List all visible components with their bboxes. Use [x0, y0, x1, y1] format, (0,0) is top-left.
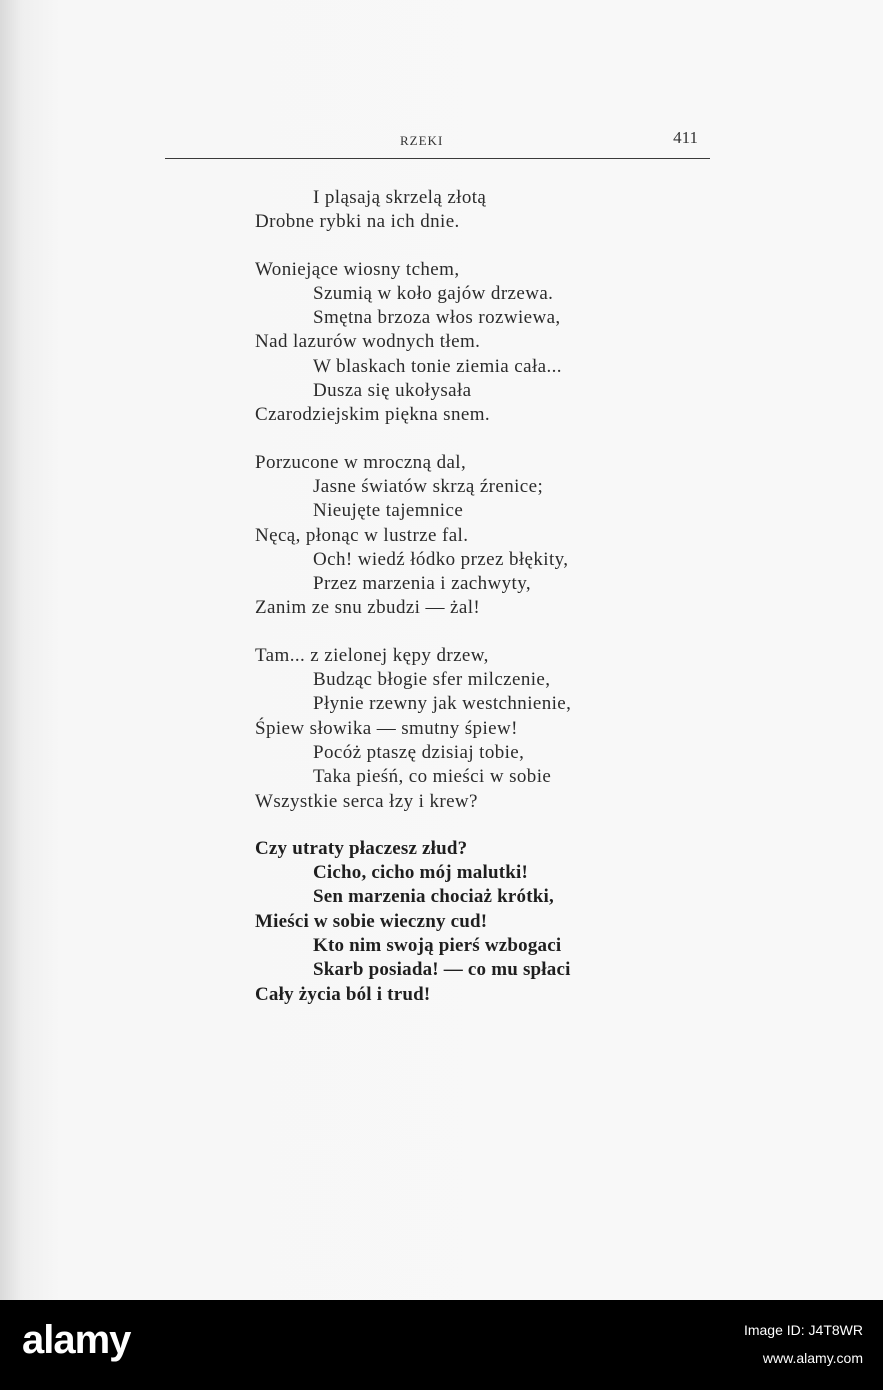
poem-line: Nad lazurów wodnych tłem.	[255, 331, 481, 353]
poem-line: Woniejące wiosny tchem,	[255, 258, 460, 280]
poem-line: I pląsają skrzelą złotą	[313, 187, 487, 208]
poem-line: Cicho, cicho mój malutki!	[313, 862, 529, 884]
stanza-gap	[255, 428, 705, 451]
image-id-label: Image ID: J4T8WR	[743, 1322, 863, 1338]
poem-line: Czarodziejskim piękna snem.	[255, 404, 491, 426]
poem-line: Sen marzenia chociaż krótki,	[313, 886, 554, 908]
stanza	[255, 837, 705, 1007]
poem-line: Budząc błogie sfer milczenie,	[313, 669, 551, 691]
stanza	[255, 451, 705, 621]
stanza-gap	[255, 621, 705, 644]
poem-line: Smętna brzoza włos rozwiewa,	[313, 307, 561, 329]
page-number: 411	[673, 128, 698, 147]
poem-line: Porzucone w mroczną dal,	[255, 451, 467, 473]
stanza	[255, 186, 705, 235]
poem-line: Nieujęte tajemnice	[313, 500, 464, 522]
poem-line: Dusza się ukołysała	[313, 380, 472, 402]
poem-line: Drobne rybki na ich dnie.	[255, 211, 460, 233]
stock-footer-bar	[0, 1300, 883, 1390]
poem-line: Skarb posiada! — co mu spłaci	[313, 959, 571, 981]
poem-line: Tam... z zielonej kępy drzew,	[255, 644, 489, 666]
stanza	[255, 258, 705, 428]
poem-line: Och! wiedź łódko przez błękity,	[313, 548, 569, 570]
stanza-gap	[255, 814, 705, 837]
poem-line: Płynie rzewny jak westchnienie,	[313, 693, 572, 715]
poem-line: Jasne światów skrzą źrenice;	[313, 475, 544, 497]
site-url-label: www.alamy.com	[762, 1350, 863, 1366]
poem-line: Pocóż ptaszę dzisiaj tobie,	[313, 741, 525, 763]
poem-line: Mieści w sobie wieczny cud!	[255, 910, 488, 932]
stanza-gap	[255, 235, 705, 258]
poem-line: Cały życia ból i trud!	[255, 983, 431, 1005]
poem-line: W blaskach tonie ziemia cała...	[313, 355, 562, 377]
poem-line: Kto nim swoją pierś wzbogaci	[313, 935, 562, 957]
poem-line: Szumią w koło gajów drzewa.	[313, 282, 554, 304]
poem-line: Przez marzenia i zachwyty,	[313, 573, 532, 595]
poem-line: Wszystkie serca łzy i krew?	[255, 790, 478, 812]
stock-logo: alamy	[22, 1318, 131, 1362]
poem-line: Czy utraty płaczesz złud?	[255, 837, 468, 859]
poem-body	[255, 186, 705, 1007]
running-head: RZEKI	[400, 133, 444, 148]
poem-line: Śpiew słowika — smutny śpiew!	[255, 717, 518, 739]
poem-line: Zanim ze snu zbudzi — żal!	[255, 597, 481, 619]
stanza	[255, 644, 705, 814]
poem-line: Nęcą, płonąc w lustrze fal.	[255, 524, 469, 546]
poem-line: Taka pieśń, co mieści w sobie	[313, 766, 552, 788]
page-header	[165, 128, 710, 159]
